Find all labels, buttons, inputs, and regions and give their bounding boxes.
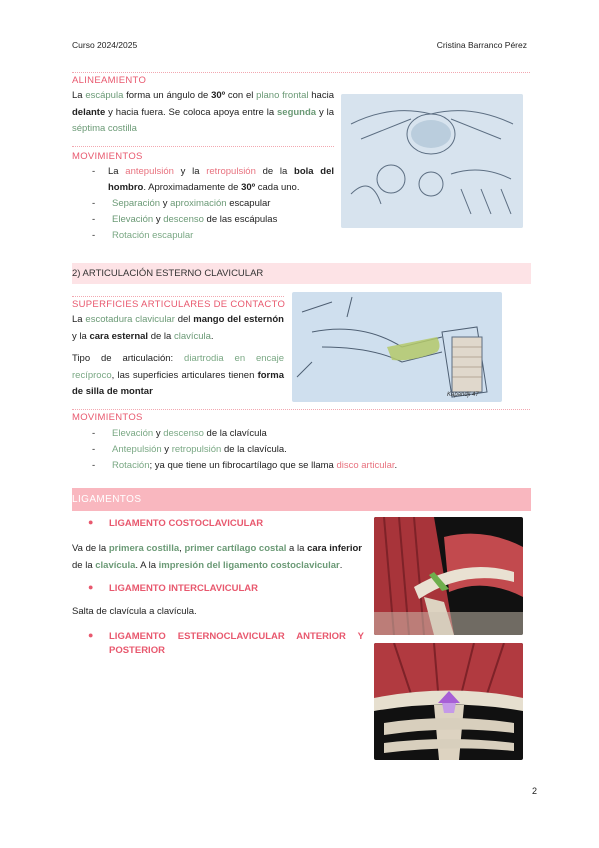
section-title-articulacion: 2) ARTICULACIÓN ESTERNO CLAVICULAR [72,268,264,279]
ligament-title-esternoclavicular: LIGAMENTO ESTERNOCLAVICULAR ANTERIOR Y [109,631,364,642]
figure-label: Kapandji 47 [447,392,479,398]
list-item: - La antepulsión y la retropulsión de la bola del hombro. Aproximadamente de 30º cada uno. [92,166,334,193]
list-item: - Rotación escapular [92,230,194,241]
bullet-dot-icon: ● [88,517,94,527]
superficies-paragraph-1: La escotadura clavicular del mango del esternón y la cara esternal de la clavícula. [72,314,284,342]
bullet-dot-icon: ● [88,630,94,640]
list-item: - Elevación y descenso de la clavícula [92,428,267,439]
divider [72,409,530,410]
list-item: - Elevación y descenso de las escápulas [92,214,278,225]
list-item: - Rotación; ya que tiene un fibrocartílago que se llama disco articular. [92,460,398,471]
divider [72,72,530,73]
sternoclavicular-joint-figure [292,292,502,402]
header-author: Cristina Barranco Pérez [436,40,527,50]
ligament-title-esternoclavicular-2: POSTERIOR [109,645,165,656]
section-title-superficies: SUPERFICIES ARTICULARES DE CONTACTO [72,299,286,310]
alineamiento-paragraph: La escápula forma un ángulo de 30º con el plano frontal hacia delante y hacia fuera. Se coloca apoya entre la segunda y la séptima costilla [72,90,334,134]
section-title-movimientos: MOVIMIENTOS [72,151,143,162]
divider [72,296,284,297]
scapula-alignment-figure [341,94,523,228]
ligament-interclavicular-text: Salta de clavícula a clavícula. [72,606,197,617]
ligament-title-interclavicular: LIGAMENTO INTERCLAVICULAR [109,583,259,594]
superficies-paragraph-2: Tipo de articulación: diartrodia en encaje recíproco, las superficies articulares tienen forma de silla de montar [72,353,284,397]
list-item: - Separación y aproximación escapular [92,198,271,209]
ligament-title-costoclavicular: LIGAMENTO COSTOCLAVICULAR [109,518,264,529]
section-title-alineamiento: ALINEAMIENTO [72,75,147,86]
section-title-movimientos-2: MOVIMIENTOS [72,412,143,423]
divider [72,146,334,147]
ligament-costoclavicular-text: Va de la primera costilla, primer cartílago costal a la cara inferior de la clavícula. A la impresión del ligamento costoclavicular. [72,543,362,571]
list-item: - Antepulsión y retropulsión de la clavícula. [92,444,287,455]
costoclavicular-ligament-image [374,517,523,635]
section-title-ligamentos: LIGAMENTOS [72,494,142,505]
bullet-dot-icon: ● [88,582,94,592]
sternoclavicular-ligament-image [374,643,523,760]
page-number: 2 [531,786,537,796]
header-course: Curso 2024/2025 [72,40,138,50]
